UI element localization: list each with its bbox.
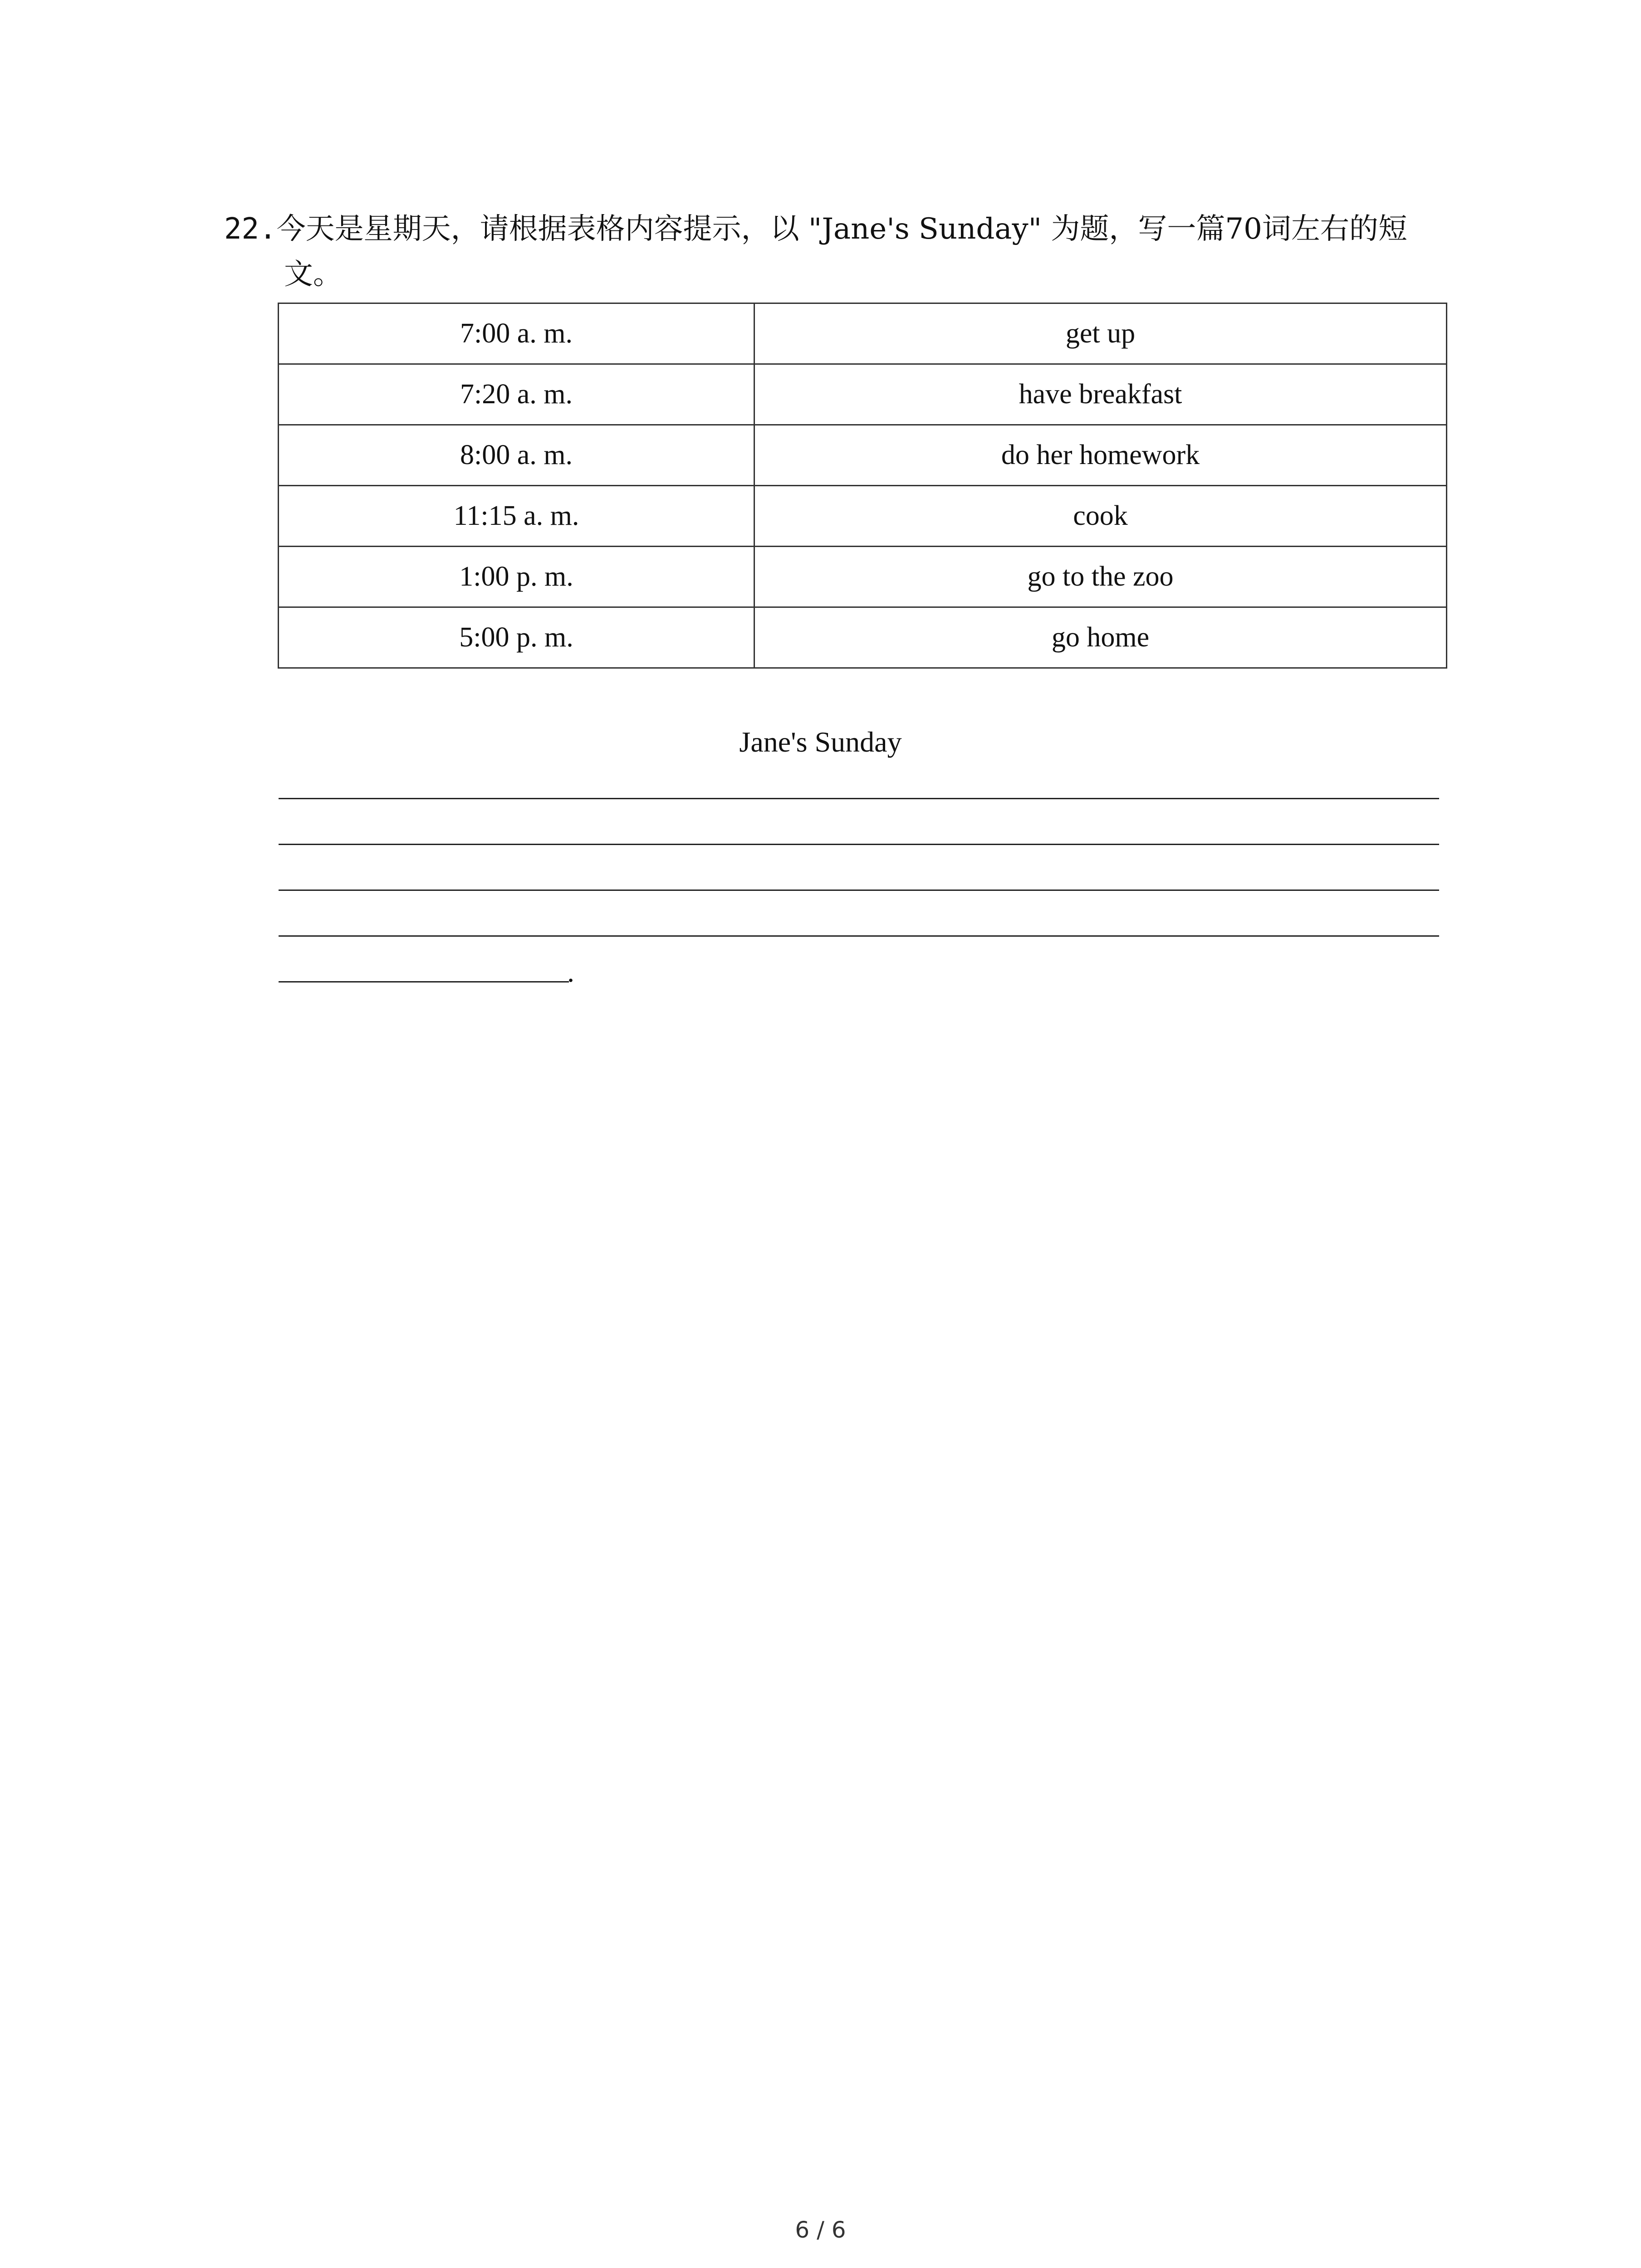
writing-line[interactable] bbox=[279, 935, 1439, 937]
question-prompt-line2: 文。 bbox=[284, 258, 342, 291]
time-cell: 11:15 a. m. bbox=[279, 486, 754, 547]
table-row bbox=[279, 607, 1447, 668]
writing-line[interactable] bbox=[279, 798, 1439, 799]
writing-line[interactable] bbox=[279, 844, 1439, 845]
activity-cell: get up bbox=[754, 303, 1447, 364]
activity-cell: go to the zoo bbox=[754, 547, 1447, 607]
table-row bbox=[279, 303, 1447, 364]
page-number: 6 / 6 bbox=[795, 2217, 846, 2243]
table-row bbox=[279, 547, 1447, 607]
question-number: 22. bbox=[224, 212, 277, 246]
time-cell: 8:00 a. m. bbox=[279, 425, 754, 486]
table-row bbox=[279, 364, 1447, 425]
time-cell: 1:00 p. m. bbox=[279, 547, 754, 607]
writing-line[interactable] bbox=[279, 890, 1439, 891]
final-period: . bbox=[567, 956, 574, 988]
activity-cell: have breakfast bbox=[754, 364, 1447, 425]
time-cell: 5:00 p. m. bbox=[279, 607, 754, 668]
table-row bbox=[279, 486, 1447, 547]
question-prompt bbox=[224, 206, 1449, 297]
table-row bbox=[279, 425, 1447, 486]
schedule-table bbox=[278, 303, 1447, 669]
question-prompt-line1: 今天是星期天，请根据表格内容提示，以 "Jane's Sunday" 为题，写一篇70词左右的短 bbox=[276, 212, 1407, 246]
activity-cell: cook bbox=[754, 486, 1447, 547]
activity-cell: go home bbox=[754, 607, 1447, 668]
activity-cell: do her homework bbox=[754, 425, 1447, 486]
time-cell: 7:20 a. m. bbox=[279, 364, 754, 425]
essay-title: Jane's Sunday bbox=[739, 726, 902, 758]
time-cell: 7:00 a. m. bbox=[279, 303, 754, 364]
writing-line-final[interactable] bbox=[279, 981, 569, 982]
